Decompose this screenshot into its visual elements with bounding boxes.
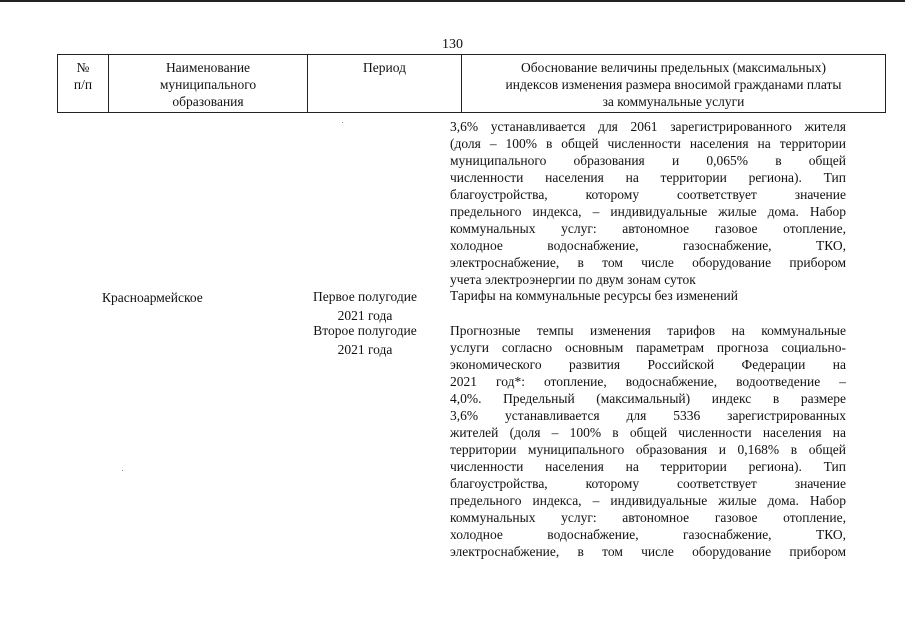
header-name-line: образования [172,94,244,109]
header-period-label: Период [363,60,406,75]
paragraph-line: 3,6% устанавливается для 5336 зарегистрированных [450,408,846,423]
scan-speck [122,470,123,471]
period-second-line: 2021 года [337,342,393,357]
header-row [58,55,886,113]
header-name-line: Наименование [165,60,251,75]
period-second-half [300,321,430,359]
header-justification [462,55,886,113]
paragraph-line: услуги согласно основным параметрам прогноза социально- [450,340,846,355]
period-first-line: 2021 года [337,308,393,323]
paragraph-line: экономического развития Российской Федерации на [450,357,846,372]
paragraph-line: электроснабжение, в том числе оборудование прибором [450,255,846,270]
table-header [57,54,886,113]
paragraph-line: коммунальных услуг: автономное газовое отопление, [450,510,846,525]
paragraph-line: территории муниципального образования и 0,168% в общей [450,442,846,457]
first-half-text: Тарифы на коммунальные ресурсы без изменений [450,288,738,303]
header-justification-line: за коммунальные услуги [602,94,745,109]
paragraph-line: численности населения на территории региона). Тип [450,170,846,185]
header-number [58,55,109,113]
page-number: 130 [442,37,463,52]
top-border-line [0,0,905,2]
paragraph-line: холодное водоснабжение, газоснабжение, ТКО, [450,238,846,253]
period-first-half [300,287,430,325]
header-justification-line: индексов изменения размера вносимой гражданами платы [505,77,842,92]
header-name-line: муниципального [159,77,257,92]
period-second-line: Второе полугодие [313,323,417,338]
paragraph-line: муниципального образования и 0,065% в общей [450,153,846,168]
continuation-paragraph [450,118,846,288]
paragraph-line: жителей (доля – 100% в общей численности населения на [450,425,846,440]
paragraph-line: электроснабжение, в том числе оборудование прибором [450,544,846,559]
scan-speck [342,122,343,123]
paragraph-line: благоустройства, которому соответствует значение [450,187,846,202]
paragraph-line: холодное водоснабжение, газоснабжение, ТКО, [450,527,846,542]
paragraph-line: (доля – 100% в общей численности населения на территории [450,136,846,151]
paragraph-line: 3,6% устанавливается для 2061 зарегистрированного жителя [450,119,846,134]
paragraph-line: предельного индекса, – индивидуальные жилые дома. Набор [450,204,846,219]
paragraph-line: коммунальных услуг: автономное газовое отопление, [450,221,846,236]
header-number-line: № [76,60,90,75]
header-municipality [109,55,308,113]
municipality-name: Красноармейское [102,290,203,305]
paragraph-line: численности населения на территории региона). Тип [450,459,846,474]
header-period [308,55,462,113]
paragraph-line: 4,0%. Предельный (максимальный) индекс в размере [450,391,846,406]
paragraph-line: учета электроэнергии по двум зонам суток [450,272,696,287]
paragraph-line: 2021 год*: отопление, водоснабжение, водоотведение – [450,374,846,389]
paragraph-line: Прогнозные темпы изменения тарифов на коммунальные [450,323,846,338]
paragraph-line: предельного индекса, – индивидуальные жилые дома. Набор [450,493,846,508]
header-justification-line: Обоснование величины предельных (максимальных) [521,60,826,75]
paragraph-line: благоустройства, которому соответствует значение [450,476,846,491]
second-half-paragraph [450,322,846,560]
header-number-line: п/п [73,77,93,92]
period-first-line: Первое полугодие [313,289,417,304]
